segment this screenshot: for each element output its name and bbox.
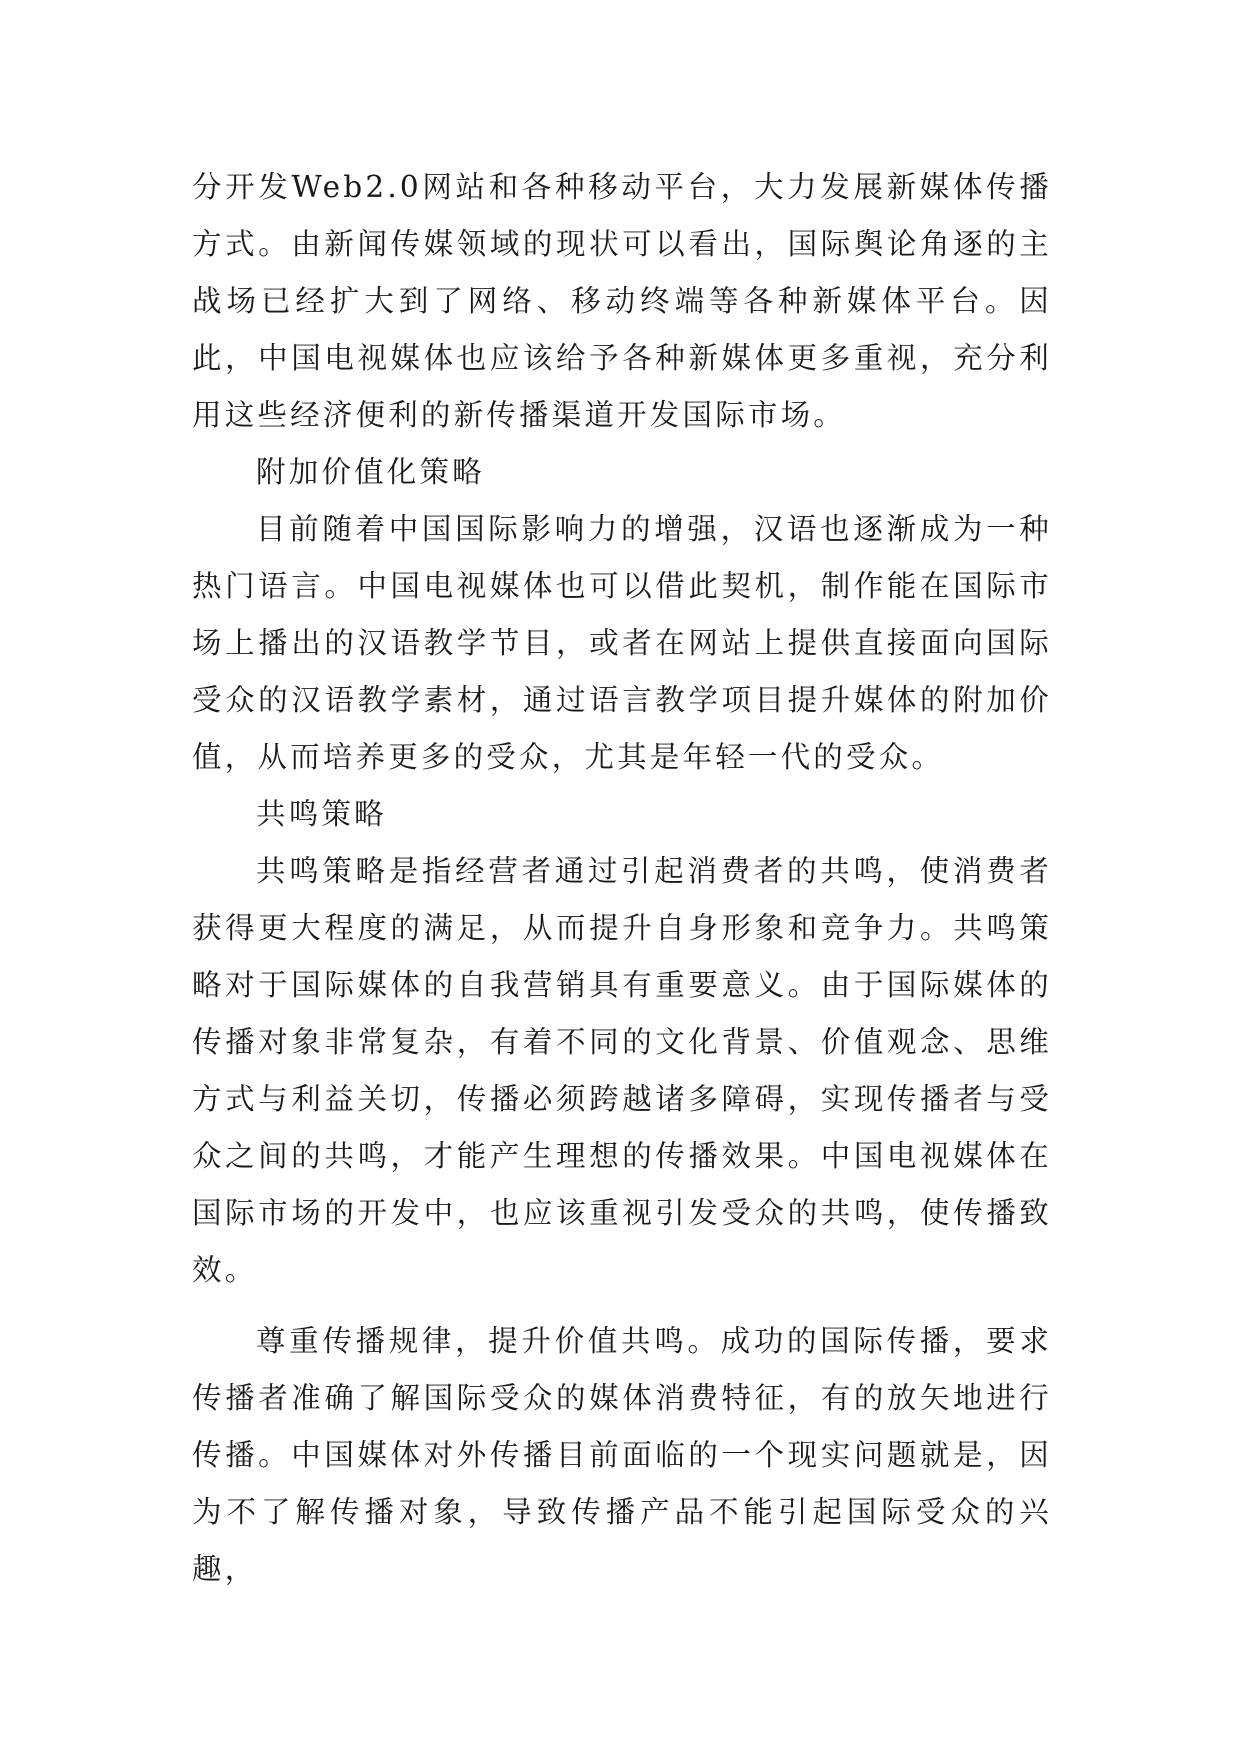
- section-heading-resonance-strategy: 共鸣策略: [256, 797, 387, 831]
- paragraph-continued: 分开发Web2.0网站和各种移动平台，大力发展新媒体传播方式。由新闻传媒领域的现状可以看出，国际舆论角逐的主战场已经扩大到了网络、移动终端等各种新媒体平台。因此，中国电视媒体也应该给予各种新媒体更多重视，充分利用这些经济便利的新传播渠道开发国际市场。: [192, 170, 1052, 432]
- paragraph-value-added: 目前随着中国国际影响力的增强，汉语也逐渐成为一种热门语言。中国电视媒体也可以借此契机，制作能在国际市场上播出的汉语教学节目，或者在网站上提供直接面向国际受众的汉语教学素材，通过语言教学项目提升媒体的附加价值，从而培养更多的受众，尤其是年轻一代的受众。: [192, 512, 1052, 774]
- paragraph-respect-communication-rules: 尊重传播规律，提升价值共鸣。成功的国际传播，要求传播者准确了解国际受众的媒体消费特征，有的放矢地进行传播。中国媒体对外传播目前面临的一个现实问题就是，因为不了解传播对象，导致传播产品不能引起国际受众的兴趣，: [192, 1324, 1052, 1586]
- document-body: [192, 159, 1052, 1598]
- section-heading-value-added-strategy: 附加价值化策略: [256, 455, 485, 489]
- paragraph-resonance: 共鸣策略是指经营者通过引起消费者的共鸣，使消费者获得更大程度的满足，从而提升自身形象和竞争力。共鸣策略对于国际媒体的自我营销具有重要意义。由于国际媒体的传播对象非常复杂，有着不同的文化背景、价值观念、思维方式与利益关切，传播必须跨越诸多障碍，实现传播者与受众之间的共鸣，才能产生理想的传播效果。中国电视媒体在国际市场的开发中，也应该重视引发受众的共鸣，使传播致效。: [192, 854, 1052, 1287]
